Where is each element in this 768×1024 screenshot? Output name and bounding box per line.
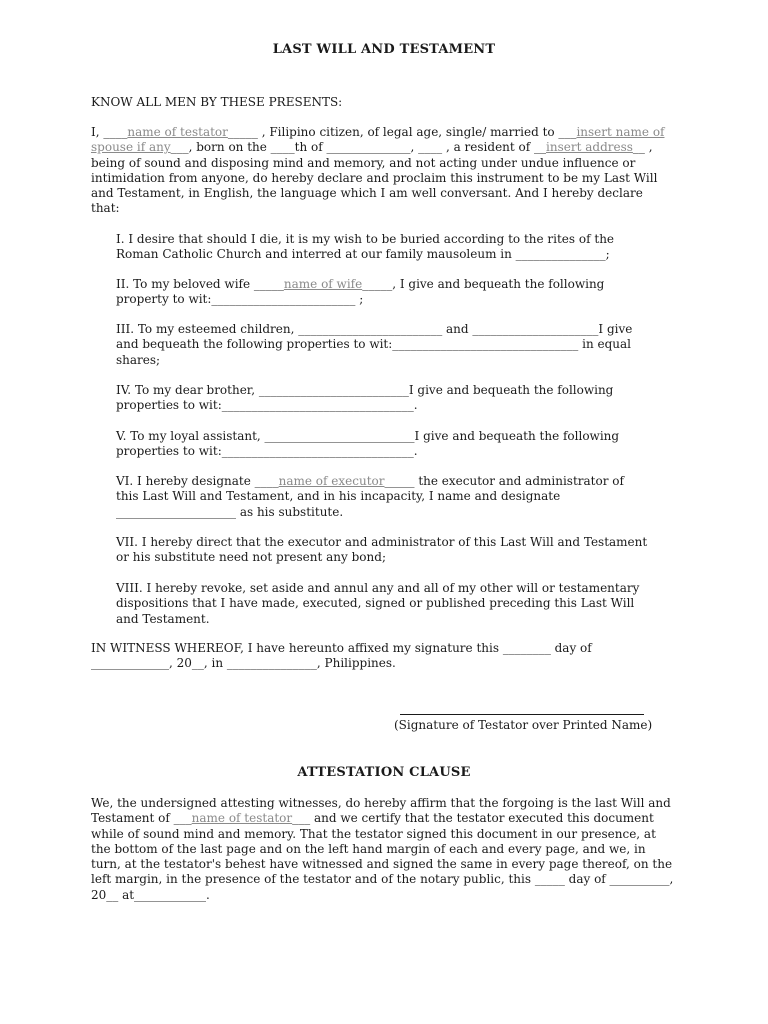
attestation-paragraph (91, 796, 676, 903)
attestation-text-2: ___ and we certify that the testator executed this document while of sound mind and memory. That the testator signed this document in our presence, at the bottom of the last page and on the left hand margin of each and every page, and we, in turn, at the testator's behest have witnessed and signed the same in every page thereof, on the left margin, in the presence of the testator and of the notary public, this _____ day of __________, 20__ at____________. (91, 811, 674, 902)
item-i-burial: I. I desire that should I die, it is my wish to be buried according to the rites of the Roman Catholic Church and interred at our family mausoleum in _______________; (116, 232, 615, 262)
item-v-assistant: V. To my loyal assistant, _________________________I give and bequeath the following properties to wit:________________________________. (116, 429, 620, 459)
signature-label: (Signature of Testator over Printed Name) (394, 718, 653, 732)
spouse-name-placeholder: insert name of spouse if any (91, 125, 665, 155)
item-iv-brother: IV. To my dear brother, _________________________I give and bequeath the following properties to wit:________________________________. (116, 383, 614, 413)
executor-name-placeholder: name of executor (278, 474, 385, 488)
item-iii-children: III. To my esteemed children, ________________________ and _____________________I give and bequeath the following properties to wit:_______________________________ in equal shares; (116, 322, 633, 367)
declaration-text-1: I, ____ (91, 125, 128, 139)
document-title: LAST WILL AND TESTAMENT (272, 42, 496, 57)
testator-name-placeholder: name of testator (127, 125, 228, 139)
item-ii-text-2: _____, I give and bequeath the following property to wit:________________________ ; (116, 277, 605, 307)
item-viii-revocation: VIII. I hereby revoke, set aside and annul any and all of my other will or testamentary dispositions that I have made, executed, signed or published preceding this Last Will and Testament. (116, 581, 640, 626)
item-vi-text-1: VI. I hereby designate ____ (116, 474, 279, 488)
attestation-title: ATTESTATION CLAUSE (297, 765, 471, 780)
wife-name-placeholder: name of wife (283, 277, 363, 291)
declaration-text-3: ___, born on the ____th of ______________, ____ , a resident of __ (170, 140, 547, 155)
item-vi-text-2: _____ the executor and administrator of this Last Will and Testament, and in his incapacity, I name and designate ____________________ as his substitute. (116, 474, 624, 519)
intro-line: KNOW ALL MEN BY THESE PRESENTS: (91, 95, 343, 109)
item-ii-wife (116, 277, 640, 308)
testator-signature-line (400, 714, 644, 715)
declaration-paragraph (91, 125, 669, 217)
address-placeholder: insert address (546, 140, 633, 155)
declaration-text-4: __ , being of sound and disposing mind and memory, and not acting under undue influence or intimidation from anyone, do hereby declare and proclaim this instrument to be my Last Will and Testament, in English, the language which I am well conversant. And I hereby declare that: (91, 140, 658, 216)
item-ii-text-1: II. To my beloved wife _____ (116, 277, 284, 291)
declaration-text-2: _____ , Filipino citizen, of legal age, single/ married to ___ (227, 125, 577, 139)
item-vii-bond: VII. I hereby direct that the executor and administrator of this Last Will and Testament or his substitute need not present any bond; (116, 535, 648, 565)
attestation-text-1: We, the undersigned attesting witnesses, do hereby affirm that the forgoing is the last Will and Testament of ___ (91, 796, 671, 826)
witness-paragraph: IN WITNESS WHEREOF, I have hereunto affixed my signature this ________ day of _____________, 20__, in _______________, Philippines. (91, 641, 592, 671)
attestation-testator-placeholder: name of testator (191, 811, 293, 826)
item-vi-executor (116, 474, 640, 520)
